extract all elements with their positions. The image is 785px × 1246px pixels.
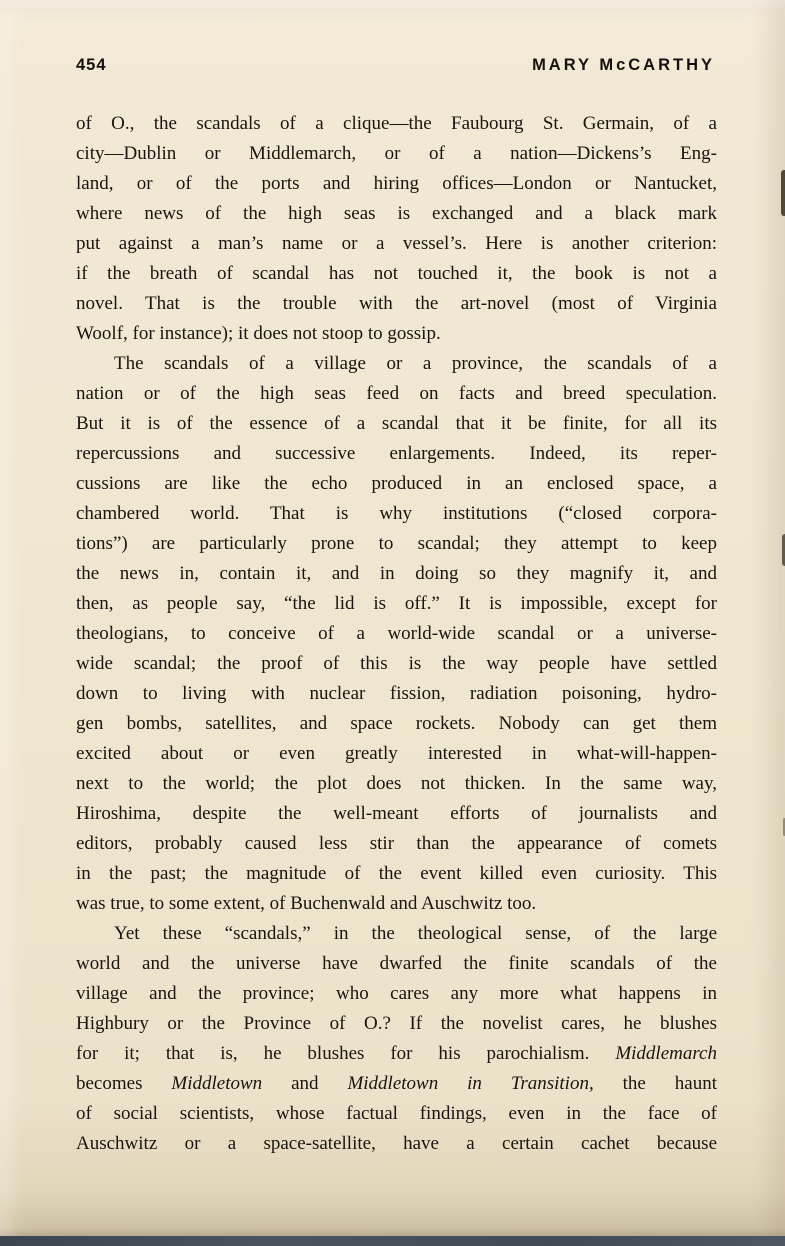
text-block <box>76 109 717 1159</box>
text-line: novel. That is the trouble with the art-novel (most of Virginia <box>76 293 717 314</box>
text-line: world and the universe have dwarfed the finite scandals of the <box>76 953 717 974</box>
running-title: MARY McCARTHY <box>532 56 715 74</box>
page-header <box>76 56 715 75</box>
text-line: tions”) are particularly prone to scandal; they attempt to keep <box>76 533 717 554</box>
text-line: Hiroshima, despite the well-meant efforts of journalists and <box>76 803 717 824</box>
text-line: village and the province; who cares any more what happens in <box>76 983 717 1004</box>
text-line: chambered world. That is why institutions (“closed corpora- <box>76 503 717 524</box>
text-line: nation or of the high seas feed on facts and breed speculation. <box>76 383 717 404</box>
text-line: repercussions and successive enlargements. Indeed, its reper- <box>76 443 717 464</box>
text-line: then, as people say, “the lid is off.” It is impossible, except for <box>76 593 717 614</box>
text-line: of O., the scandals of a clique—the Faubourg St. Germain, of a <box>76 113 717 134</box>
text-line: put against a man’s name or a vessel’s. Here is another criterion: <box>76 233 717 254</box>
text-line: But it is of the essence of a scandal that it be finite, for all its <box>76 413 717 434</box>
text-line: where news of the high seas is exchanged and a black mark <box>76 203 717 224</box>
text-line: for it; that is, he blushes for his parochialism. Middlemarch <box>76 1043 717 1064</box>
scan-bottom-edge <box>0 1236 785 1246</box>
text-line: Auschwitz or a space-satellite, have a certain cachet because <box>76 1133 717 1154</box>
scan-edge-artifact <box>781 170 785 216</box>
text-line: wide scandal; the proof of this is the way people have settled <box>76 653 717 674</box>
text-line: becomes Middletown and Middletown in Transition, the haunt <box>76 1073 717 1094</box>
text-line: city—Dublin or Middlemarch, or of a nation—Dickens’s Eng- <box>76 143 717 164</box>
text-line: Yet these “scandals,” in the theological sense, of the large <box>114 923 717 944</box>
text-line: land, or of the ports and hiring offices—London or Nantucket, <box>76 173 717 194</box>
page-number: 454 <box>76 56 107 74</box>
paragraph <box>76 109 717 349</box>
text-line: editors, probably caused less stir than the appearance of comets <box>76 833 717 854</box>
text-line: next to the world; the plot does not thicken. In the same way, <box>76 773 717 794</box>
text-line: theologians, to conceive of a world-wide scandal or a universe- <box>76 623 717 644</box>
text-line: if the breath of scandal has not touched it, the book is not a <box>76 263 717 284</box>
text-line: of social scientists, whose factual findings, even in the face of <box>76 1103 717 1124</box>
text-line: cussions are like the echo produced in an enclosed space, a <box>76 473 717 494</box>
text-line: Highbury or the Province of O.? If the novelist cares, he blushes <box>76 1013 717 1034</box>
text-line: The scandals of a village or a province, the scandals of a <box>114 353 717 374</box>
text-line: Woolf, for instance); it does not stoop to gossip. <box>76 323 441 344</box>
text-line: excited about or even greatly interested in what-will-happen- <box>76 743 717 764</box>
text-line: in the past; the magnitude of the event killed even curiosity. This <box>76 863 717 884</box>
text-line: the news in, contain it, and in doing so they magnify it, and <box>76 563 717 584</box>
paragraph <box>76 349 717 919</box>
text-line: down to living with nuclear fission, radiation poisoning, hydro- <box>76 683 717 704</box>
text-line: was true, to some extent, of Buchenwald and Auschwitz too. <box>76 893 537 914</box>
paragraph <box>76 919 717 1159</box>
text-line: gen bombs, satellites, and space rockets. Nobody can get them <box>76 713 717 734</box>
